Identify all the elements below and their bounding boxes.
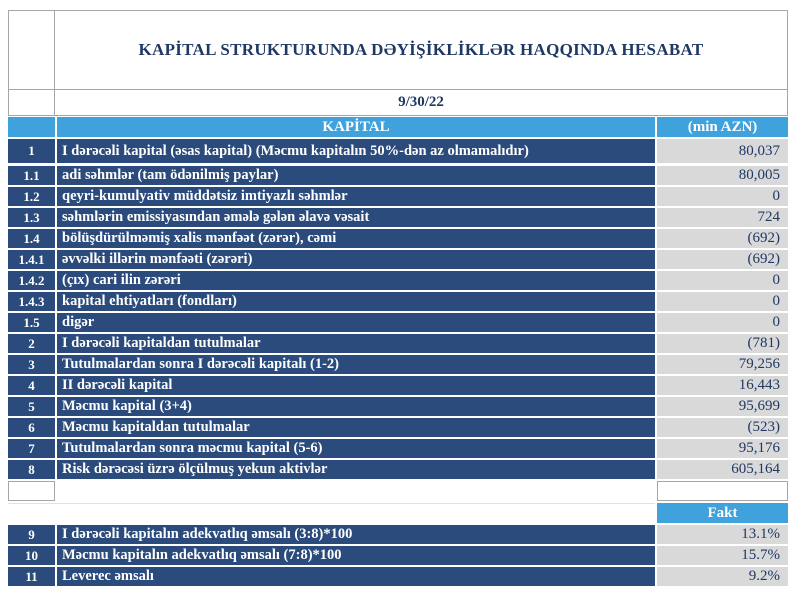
table-row — [8, 355, 788, 374]
table-row — [8, 292, 788, 311]
row-value-cell: 0 — [657, 313, 788, 332]
row-num-cell: 9 — [8, 525, 55, 544]
row-label-cell: digər — [57, 313, 655, 332]
table-row — [8, 525, 788, 544]
fakt-row-empty-area — [8, 503, 655, 523]
table-row — [8, 439, 788, 458]
table-row — [8, 334, 788, 353]
row-label-cell: I dərəcəli kapital (əsas kapital) (Məcmu kapitalın 50%-dən az olmamalıdır) — [57, 139, 655, 163]
table-row — [8, 460, 788, 479]
row-label-cell: Leverec əmsalı — [57, 567, 655, 586]
row-value-cell: 15.7% — [657, 546, 788, 565]
date-row-spacer-cell — [8, 89, 55, 116]
row-num-cell: 1.4 — [8, 229, 55, 248]
number-column-header — [8, 117, 55, 137]
separator-right-cell — [657, 481, 788, 501]
row-label-cell: Məcmu kapitaldan tutulmalar — [57, 418, 655, 437]
row-label-cell: səhmlərin emissiyasından əmələ gələn əlavə vəsait — [57, 208, 655, 227]
row-value-cell: 95,699 — [657, 397, 788, 416]
separator-middle — [57, 481, 655, 501]
main-rows — [8, 139, 788, 479]
row-label-cell: (çıx) cari ilin zərəri — [57, 271, 655, 290]
row-value-cell: 95,176 — [657, 439, 788, 458]
row-num-cell: 1.4.3 — [8, 292, 55, 311]
row-num-cell: 1.4.2 — [8, 271, 55, 290]
table-row — [8, 187, 788, 206]
ratio-rows — [8, 525, 788, 586]
row-num-cell: 10 — [8, 546, 55, 565]
row-label-cell: Məcmu kapitalın adekvatlıq əmsalı (7:8)*100 — [57, 546, 655, 565]
row-label-cell: adi səhmlər (tam ödənilmiş paylar) — [57, 166, 655, 185]
table-row — [8, 229, 788, 248]
unit-column-header: (min AZN) — [657, 117, 788, 137]
row-label-cell: kapital ehtiyatları (fondları) — [57, 292, 655, 311]
row-label-cell: Tutulmalardan sonra məcmu kapital (5-6) — [57, 439, 655, 458]
table-row — [8, 397, 788, 416]
row-num-cell: 11 — [8, 567, 55, 586]
row-label-cell: Tutulmalardan sonra I dərəcəli kapitalı (1-2) — [57, 355, 655, 374]
row-value-cell: 16,443 — [657, 376, 788, 395]
title-row — [8, 10, 788, 90]
row-num-cell: 5 — [8, 397, 55, 416]
table-row — [8, 376, 788, 395]
row-value-cell: 80,037 — [657, 139, 788, 163]
row-value-cell: 0 — [657, 292, 788, 311]
row-num-cell: 1.5 — [8, 313, 55, 332]
row-label-cell: Məcmu kapital (3+4) — [57, 397, 655, 416]
row-value-cell: (692) — [657, 250, 788, 269]
separator-row — [8, 481, 788, 501]
row-label-cell: II dərəcəli kapital — [57, 376, 655, 395]
table-row — [8, 139, 788, 163]
row-value-cell: (781) — [657, 334, 788, 353]
row-value-cell: 605,164 — [657, 460, 788, 479]
row-num-cell: 1.1 — [8, 166, 55, 185]
table-row — [8, 546, 788, 565]
row-num-cell: 1 — [8, 139, 55, 163]
row-num-cell: 8 — [8, 460, 55, 479]
row-value-cell: 724 — [657, 208, 788, 227]
row-num-cell: 7 — [8, 439, 55, 458]
row-value-cell: 0 — [657, 271, 788, 290]
row-num-cell: 2 — [8, 334, 55, 353]
row-label-cell: I dərəcəli kapitaldan tutulmalar — [57, 334, 655, 353]
row-num-cell: 3 — [8, 355, 55, 374]
table-row — [8, 271, 788, 290]
row-num-cell: 4 — [8, 376, 55, 395]
table-row — [8, 208, 788, 227]
table-row — [8, 166, 788, 185]
row-label-cell: Risk dərəcəsi üzrə ölçülmuş yekun aktivlər — [57, 460, 655, 479]
row-value-cell: 80,005 — [657, 166, 788, 185]
row-value-cell: (523) — [657, 418, 788, 437]
capital-column-header: KAPİTAL — [57, 117, 655, 137]
page-title: KAPİTAL STRUKTURUNDA DƏYİŞİKLİKLƏR HAQQINDA HESABAT — [55, 10, 788, 90]
table-row — [8, 250, 788, 269]
row-value-cell: 13.1% — [657, 525, 788, 544]
row-num-cell: 1.2 — [8, 187, 55, 206]
row-num-cell: 6 — [8, 418, 55, 437]
fakt-header-row — [8, 503, 788, 523]
title-row-spacer-cell — [8, 10, 55, 90]
row-value-cell: 0 — [657, 187, 788, 206]
row-label-cell: bölüşdürülməmiş xalis mənfəət (zərər), cəmi — [57, 229, 655, 248]
row-num-cell: 1.3 — [8, 208, 55, 227]
date-row — [8, 89, 788, 116]
report-date: 9/30/22 — [55, 89, 788, 116]
table-row — [8, 313, 788, 332]
table-row — [8, 567, 788, 586]
table-row — [8, 418, 788, 437]
fakt-header: Fakt — [657, 503, 788, 523]
row-label-cell: I dərəcəli kapitalın adekvatlıq əmsalı (3:8)*100 — [57, 525, 655, 544]
row-label-cell: qeyri-kumulyativ müddətsiz imtiyazlı səhmlər — [57, 187, 655, 206]
row-label-cell: əvvəlki illərin mənfəəti (zərəri) — [57, 250, 655, 269]
capital-report-table — [8, 10, 788, 586]
row-value-cell: 9.2% — [657, 567, 788, 586]
separator-left-cell — [8, 481, 55, 501]
row-num-cell: 1.4.1 — [8, 250, 55, 269]
row-value-cell: 79,256 — [657, 355, 788, 374]
row-value-cell: (692) — [657, 229, 788, 248]
column-header-row — [8, 117, 788, 137]
